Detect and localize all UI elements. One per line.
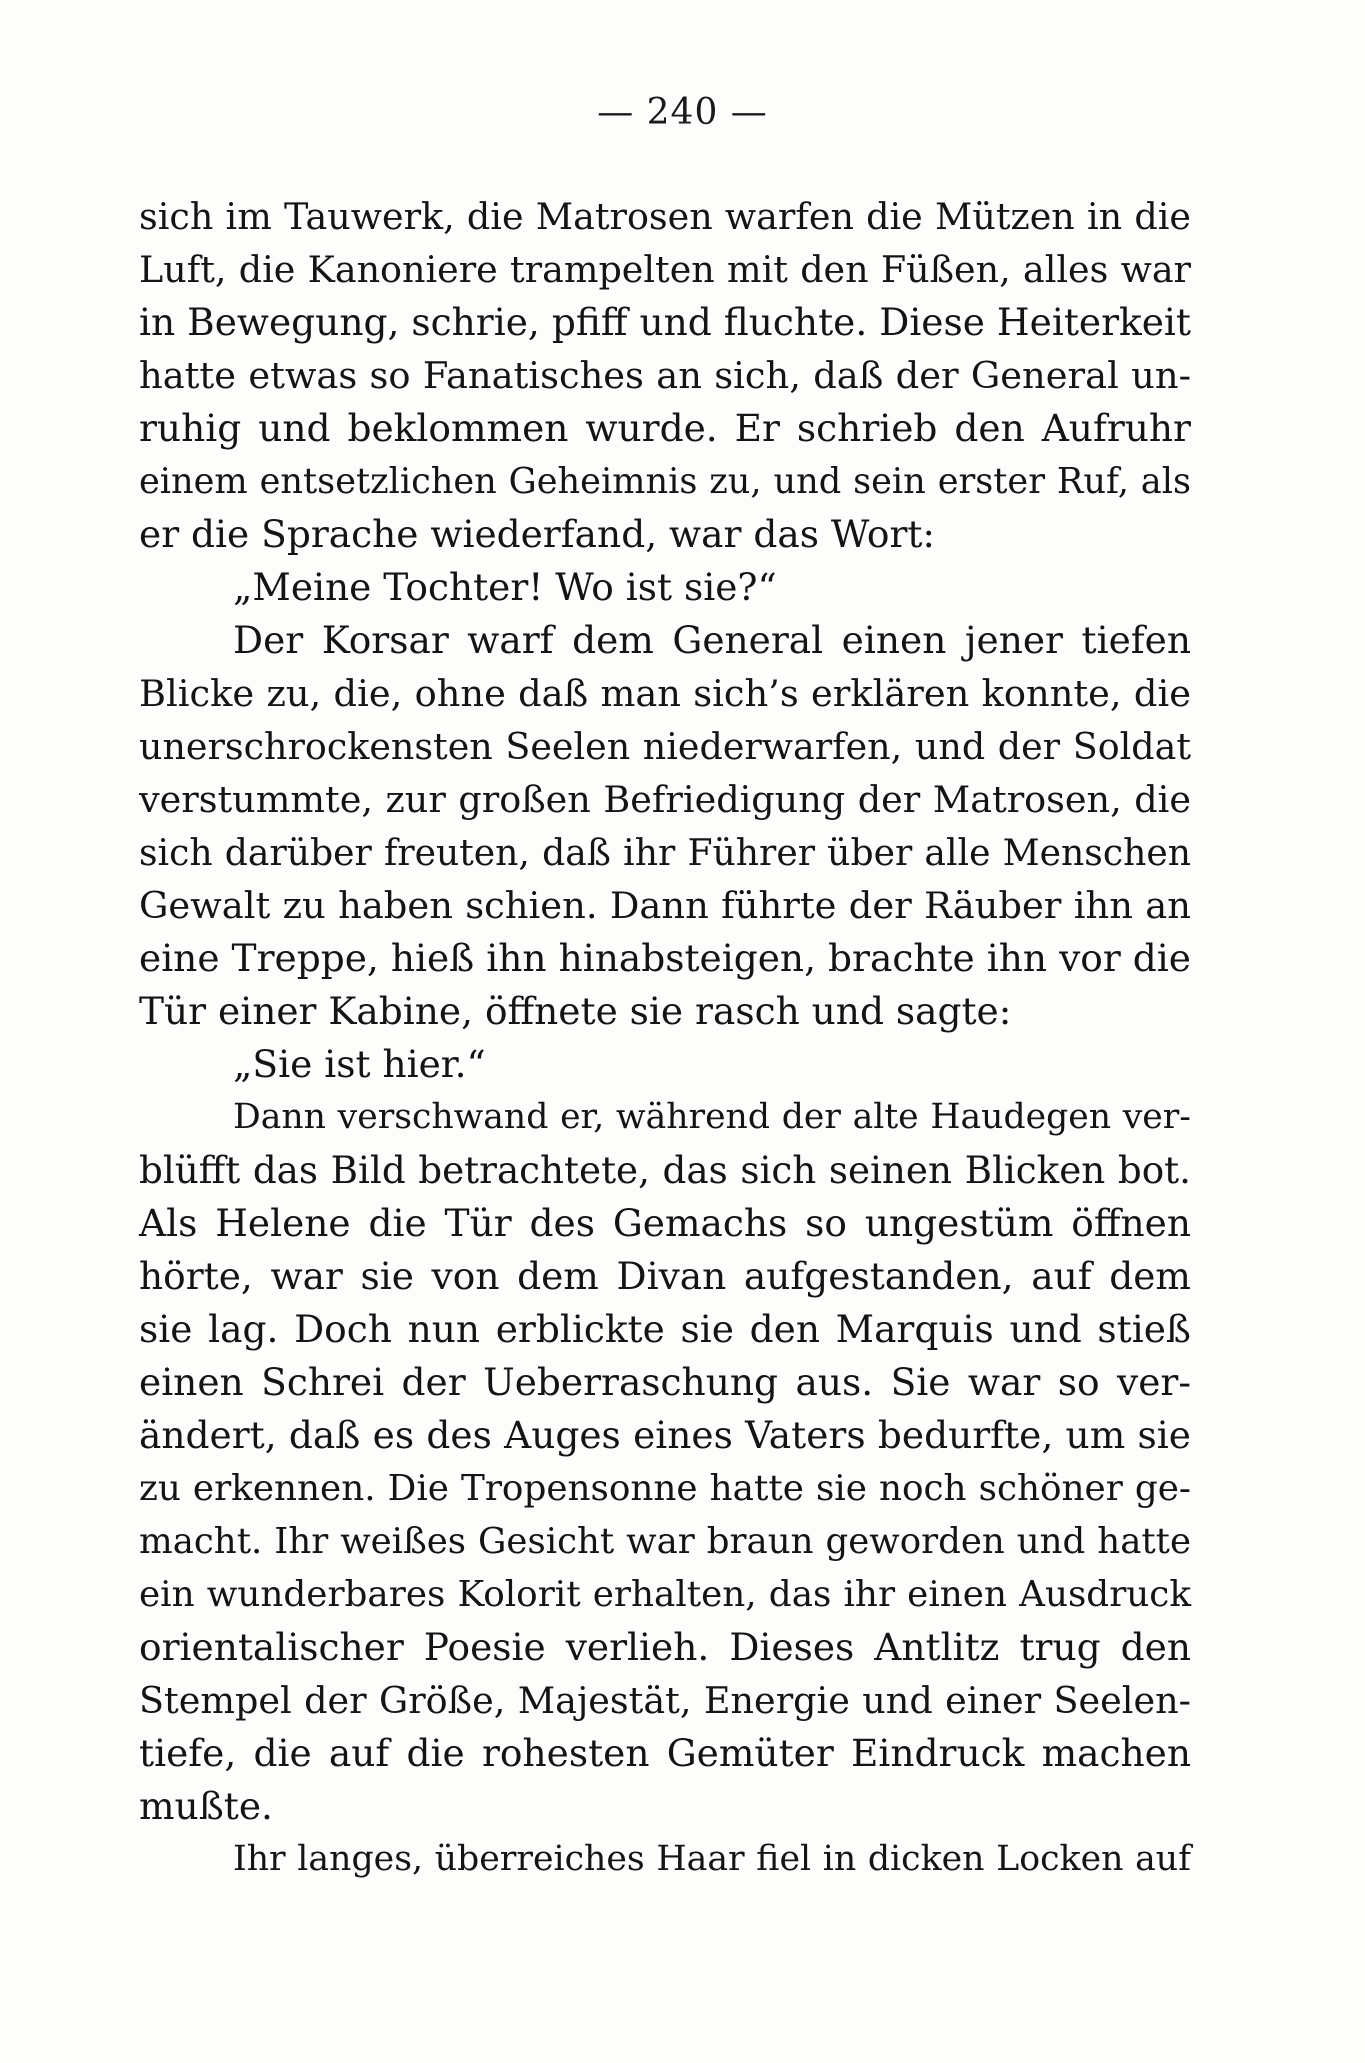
text-line: Der Korsar warf dem General einen jener tiefen bbox=[233, 618, 1191, 662]
text-line: blüfft das Bild betrachtete, das sich seinen Blicken bot. bbox=[139, 1148, 1191, 1192]
text-line: zu erkennen. Die Tropensonne hatte sie noch schöner ge- bbox=[139, 1468, 1191, 1509]
text-line: orientalischer Poesie verlieh. Dieses Antlitz trug den bbox=[139, 1625, 1191, 1669]
text-line: „Meine Tochter! Wo ist sie?“ bbox=[233, 565, 777, 609]
text-line: einen Schrei der Ueberraschung aus. Sie war so ver- bbox=[139, 1360, 1191, 1404]
text-line: Stempel der Größe, Majestät, Energie und einer Seelen- bbox=[139, 1679, 1191, 1722]
text-line: sie lag. Doch nun erblickte sie den Marquis und stieß bbox=[139, 1307, 1191, 1351]
text-line: „Sie ist hier.“ bbox=[233, 1042, 486, 1086]
text-line: tiefe, die auf die rohesten Gemüter Eindruck machen bbox=[139, 1731, 1191, 1775]
text-line: er die Sprache wiederfand, war das Wort: bbox=[139, 512, 936, 556]
text-line: eine Treppe, hieß ihn hinabsteigen, brachte ihn vor die bbox=[139, 936, 1191, 980]
text-line: verstummte, zur großen Befriedigung der Matrosen, die bbox=[139, 778, 1191, 821]
text-line: ruhig und beklommen wurde. Er schrieb den Aufruhr bbox=[139, 406, 1191, 450]
text-line: in Bewegung, schrie, pfiff und fluchte. Diese Heiterkeit bbox=[139, 300, 1191, 344]
text-line: macht. Ihr weißes Gesicht war braun geworden und hatte bbox=[139, 1521, 1191, 1562]
text-line: Ihr langes, überreiches Haar fiel in dicken Locken auf bbox=[233, 1839, 1191, 1879]
text-line: unerschrockensten Seelen niederwarfen, und der Soldat bbox=[139, 725, 1191, 768]
text-line: Gewalt zu haben schien. Dann führte der Räuber ihn an bbox=[139, 884, 1191, 927]
text-line: hatte etwas so Fanatisches an sich, daß der General un- bbox=[139, 354, 1191, 397]
body-text bbox=[139, 190, 1191, 1886]
text-line: hörte, war sie von dem Divan aufgestanden, auf dem bbox=[139, 1254, 1191, 1298]
text-line: Blicke zu, die, ohne daß man sich’s erklären konnte, die bbox=[139, 672, 1191, 715]
text-line: Als Helene die Tür des Gemachs so ungestüm öffnen bbox=[139, 1201, 1191, 1245]
text-line: ein wunderbares Kolorit erhalten, das ihr einen Ausdruck bbox=[139, 1574, 1191, 1615]
text-line: einem entsetzlichen Geheimnis zu, und sein erster Ruf, als bbox=[139, 461, 1191, 502]
text-line: Luft, die Kanoniere trampelten mit den Füßen, alles war bbox=[139, 248, 1191, 291]
text-line: Tür einer Kabine, öffnete sie rasch und sagte: bbox=[139, 989, 1012, 1033]
page-number: — 240 — bbox=[597, 92, 768, 133]
text-line: ändert, daß es des Auges eines Vaters bedurfte, um sie bbox=[139, 1413, 1191, 1457]
text-line: mußte. bbox=[139, 1784, 273, 1828]
text-line: Dann verschwand er, während der alte Haudegen ver- bbox=[233, 1097, 1191, 1137]
text-line: sich darüber freuten, daß ihr Führer über alle Menschen bbox=[139, 831, 1191, 874]
text-line: sich im Tauwerk, die Matrosen warfen die Mützen in die bbox=[139, 195, 1191, 238]
